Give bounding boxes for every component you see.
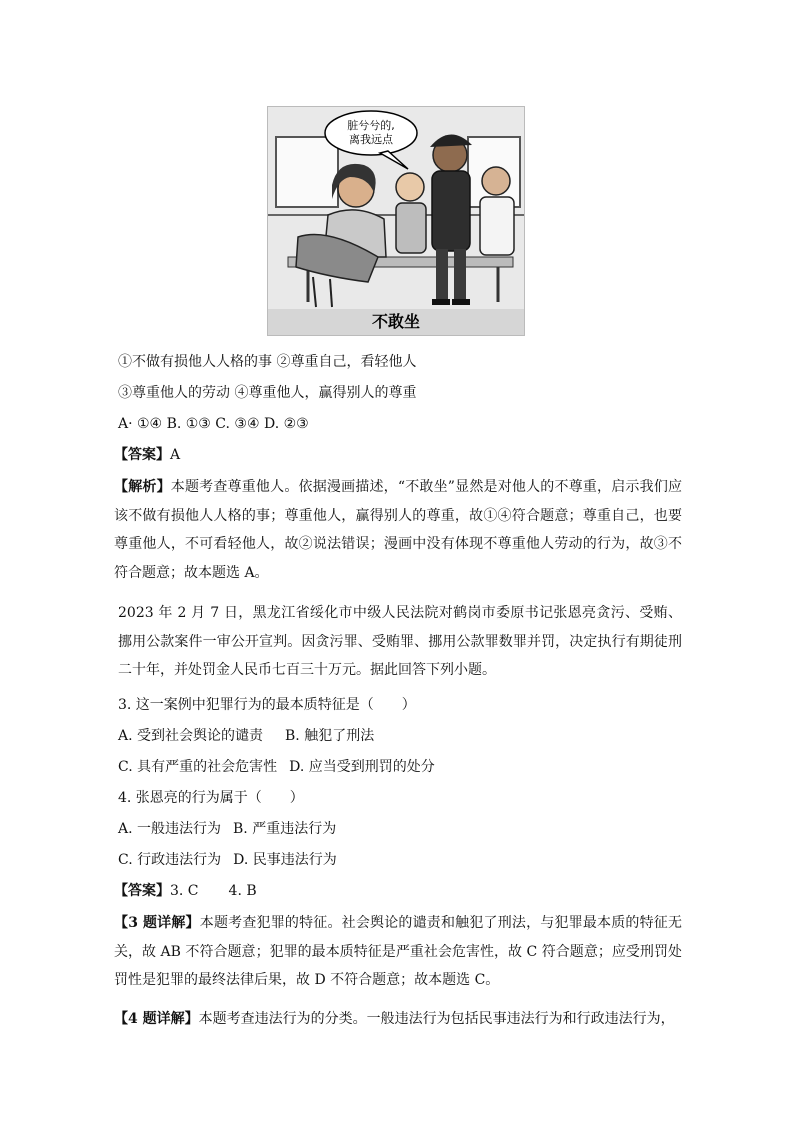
answer-label-2: 【答案】	[114, 883, 170, 899]
q3-options-row-1	[118, 726, 688, 746]
answer-label: 【答案】	[114, 447, 170, 463]
analysis-label: 【解析】	[114, 479, 171, 495]
q4-option-d: D. 民事违法行为	[233, 852, 337, 868]
q3-options-row-2	[118, 757, 688, 777]
detail-3-text: 本题考查犯罪的特征。社会舆论的谴责和触犯了刑法，与犯罪最本质的特征无关，故 AB 不符合题意；犯罪的最本质特征是严重社会危害性，故 C 符合题意；应受刑罚处罚性是犯罪的最终法律后果，故 D 不符合题意；故本题选 C。	[114, 915, 682, 988]
speech-bubble-line-2: 离我远点	[349, 133, 393, 146]
q4-option-a: A. 一般违法行为	[118, 821, 222, 837]
statement-line-1: ①不做有损他人人格的事 ②尊重自己，看轻他人	[118, 354, 417, 370]
answer-value: A	[170, 447, 181, 463]
speech-bubble-line-1: 脏兮兮的,	[347, 119, 395, 132]
case-material: 2023 年 2 月 7 日，黑龙江省绥化市中级人民法院对鹤岗市委原书记张恩亮贪污、受贿、挪用公款案件一审公开宣判。因贪污罪、受贿罪、挪用公款罪数罪并罚，决定执行有期徒刑二十年，并处罚金人民币七百三十万元。据此回答下列小题。	[118, 605, 682, 678]
answer-line	[114, 445, 684, 465]
options-line: A· ①④ B. ①③ C. ③④ D. ②③	[118, 416, 309, 432]
q4-options-row-1	[118, 819, 688, 839]
q4-option-c: C. 行政违法行为	[118, 852, 222, 868]
detail-4-text: 本题考查违法行为的分类。一般违法行为包括民事违法行为和行政违法行为，	[198, 1011, 675, 1027]
answer-line-2	[114, 881, 684, 901]
answer-value-3: 3. C	[170, 883, 199, 899]
statement-line-2: ③尊重他人的劳动 ④尊重他人，赢得别人的尊重	[118, 385, 417, 401]
q4-option-b: B. 严重违法行为	[233, 821, 337, 837]
q4-stem: 4. 张恩亮的行为属于（ ）	[118, 790, 304, 806]
cartoon-illustration	[267, 106, 525, 336]
q3-option-d: D. 应当受到刑罚的处分	[289, 759, 435, 775]
q3-option-a: A. 受到社会舆论的谴责	[118, 728, 264, 744]
analysis-text: 本题考查尊重他人。依据漫画描述，“不敢坐”显然是对他人的不尊重，启示我们应该不做有损他人人格的事；尊重他人，赢得别人的尊重，故①④符合题意；尊重自己，也要尊重他人，不可看轻他人，故②说法错误；漫画中没有体现不尊重他人劳动的行为，故③不符合题意；故本题选 A。	[114, 479, 683, 581]
detail-3-paragraph	[114, 909, 682, 995]
q3-option-b: B. 触犯了刑法	[285, 728, 375, 744]
cartoon-caption: 不敢坐	[268, 309, 524, 335]
detail-4-label: 【4 题详解】	[114, 1011, 199, 1027]
analysis-paragraph	[114, 473, 682, 587]
q3-option-c: C. 具有严重的社会危害性	[118, 759, 278, 775]
answer-value-4: 4. B	[228, 883, 257, 899]
detail-4-paragraph	[114, 1005, 682, 1034]
speech-bubble-text	[328, 119, 414, 147]
q3-stem: 3. 这一案例中犯罪行为的最本质特征是（ ）	[118, 697, 416, 713]
q4-options-row-2	[118, 850, 688, 870]
detail-3-label: 【3 题详解】	[114, 915, 200, 931]
